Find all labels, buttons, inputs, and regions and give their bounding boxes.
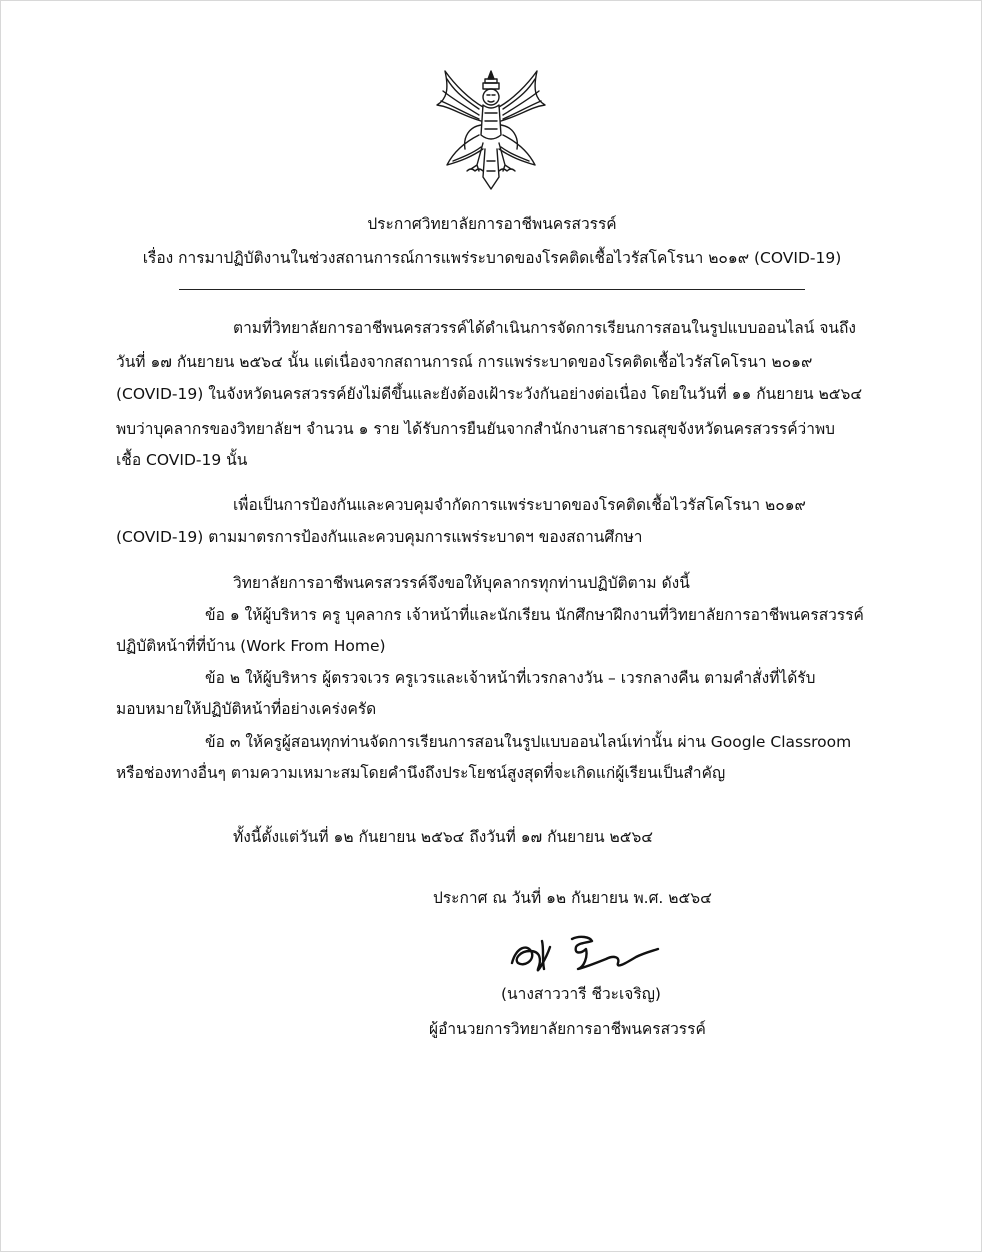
item2-line: ข้อ ๒ ให้ผู้บริหาร ผู้ตรวจเวร ครูเวรและเจ้าหน้าที่เวรกลางวัน – เวรกลางคืน ตามคำสั่งที่ได้รับ: [205, 669, 816, 687]
paragraph1-line: (COVID-19) ในจังหวัดนครสวรรค์ยังไม่ดีขึ้นและยังต้องเฝ้าระวังกันอย่างต่อเนื่อง โดยในวันที่ ๑๑ กันยายน ๒๕๖๔: [116, 385, 863, 403]
handwritten-signature: [506, 929, 662, 979]
header-divider: [179, 289, 805, 290]
item1-line: ปฏิบัติหน้าที่ที่บ้าน (Work From Home): [116, 637, 386, 655]
paragraph1-line: เชื้อ COVID-19 นั้น: [116, 451, 248, 469]
item2-line: มอบหมายให้ปฏิบัติหน้าที่อย่างเคร่งครัด: [116, 700, 377, 718]
paragraph1-line: วันที่ ๑๗ กันยายน ๒๕๖๔ นั้น แต่เนื่องจากสถานการณ์ การแพร่ระบาดของโรคติดเชื้อไวรัสโคโรนา ๒๐๑๙: [116, 353, 813, 371]
signer-name: (นางสาววารี ชีวะเจริญ): [501, 985, 661, 1003]
paragraph1-line: พบว่าบุคลากรของวิทยาลัยฯ จำนวน ๑ ราย ได้รับการยืนยันจากสำนักงานสาธารณสุขจังหวัดนครสวรรค์ว่าพบ: [116, 420, 836, 438]
signer-position: ผู้อำนวยการวิทยาลัยการอาชีพนครสวรรค์: [429, 1020, 706, 1038]
instructions-intro: วิทยาลัยการอาชีพนครสวรรค์จึงขอให้บุคลากรทุกท่านปฏิบัติตาม ดังนี้: [233, 574, 690, 592]
item1-line: ข้อ ๑ ให้ผู้บริหาร ครู บุคลากร เจ้าหน้าที่และนักเรียน นักศึกษาฝึกงานที่วิทยาลัยการอาชีพนครสวรรค์: [205, 606, 864, 624]
announcement-date: ประกาศ ณ วันที่ ๑๒ กันยายน พ.ศ. ๒๕๖๔: [433, 889, 712, 907]
paragraph2-line: เพื่อเป็นการป้องกันและควบคุมจำกัดการแพร่ระบาดของโรคติดเชื้อไวรัสโคโรนา ๒๐๑๙: [233, 496, 806, 514]
paragraph1-line: ตามที่วิทยาลัยการอาชีพนครสวรรค์ได้ดำเนินการจัดการเรียนการสอนในรูปแบบออนไลน์ จนถึง: [233, 319, 856, 337]
garuda-emblem-icon: [433, 65, 549, 195]
item3-line: หรือช่องทางอื่นๆ ตามความเหมาะสมโดยคำนึงถึงประโยชน์สูงสุดที่จะเกิดแก่ผู้เรียนเป็นสำคัญ: [116, 764, 726, 782]
paragraph2-line: (COVID-19) ตามมาตรการป้องกันและควบคุมการแพร่ระบาดฯ ของสถานศึกษา: [116, 528, 643, 546]
effective-period: ทั้งนี้ตั้งแต่วันที่ ๑๒ กันยายน ๒๕๖๔ ถึงวันที่ ๑๗ กันยายน ๒๕๖๔: [233, 828, 654, 846]
announcement-subject: เรื่อง การมาปฏิบัติงานในช่วงสถานการณ์การแพร่ระบาดของโรคติดเชื้อไวรัสโคโรนา ๒๐๑๙ (COVID-19): [142, 249, 842, 267]
announcement-title: ประกาศวิทยาลัยการอาชีพนครสวรรค์: [367, 215, 617, 233]
item3-line: ข้อ ๓ ให้ครูผู้สอนทุกท่านจัดการเรียนการสอนในรูปแบบออนไลน์เท่านั้น ผ่าน Google Classroom: [205, 733, 852, 751]
